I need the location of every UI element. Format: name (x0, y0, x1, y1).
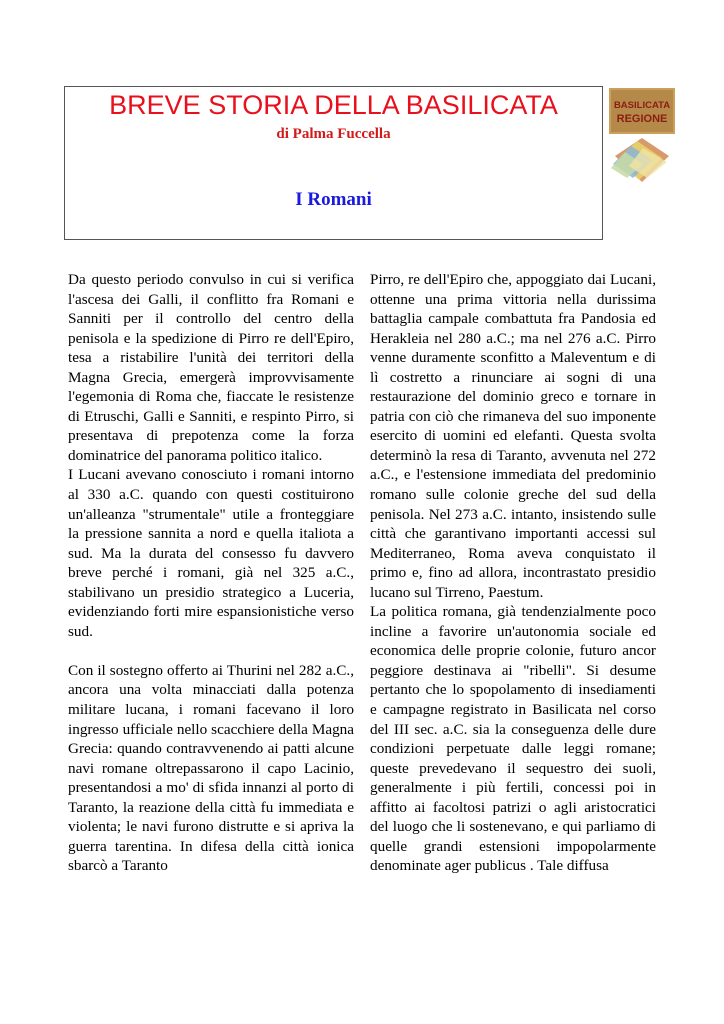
paragraph: Pirro, re dell'Epiro che, appoggiato dai Lucani, ottenne una prima vittoria nella durissima battaglia campale combattuta fra Pandosia ed Herakleia nel 280 a.C.; ma nel 276 a.C. Pirro venne duramente sconfitto a Maleventum e di lì costretto a rinunciare ai sogni di una restaurazione del dominio greco e tornare in patria con ciò che rimaneva del suo imponente esercito di uomini ed elefanti. Questa svolta determinò la resa di Taranto, avvenuta nel 272 a.C., e l'estensione immediata del predominio romano sulle colonie greche del sud della penisola. Nel 273 a.C. intanto, insistendo sulle città che garantivano importanti accessi sul Mediterraneo, Roma aveva conquistato il primo e, fino ad allora, incontrastato presidio lucano sul Tirreno, Paestum. (370, 271, 656, 601)
author-line: di Palma Fuccella (276, 126, 391, 142)
title-box (64, 86, 603, 240)
basilicata-regione-logo (607, 86, 677, 186)
paragraph: Da questo periodo convulso in cui si verifica l'ascesa dei Galli, il conflitto fra Romani e Sanniti per il controllo del centro della penisola e la spedizione di Pirro re dell'Epiro, tesa a ristabilire l'unità dei territori della Magna Grecia, emergerà improvvisamente l'egemonia di Roma che, fiaccate le resistenze di Etruschi, Galli e Sanniti, e respinto Pirro, si presentava di prepotenza come la forza dominatrice del panorama politico italico. (68, 271, 354, 464)
document-title: BREVE STORIA DELLA BASILICATA (109, 90, 558, 120)
logo-text-1: BASILICATA (613, 100, 671, 111)
paragraph: La politica romana, già tendenzialmente poco incline a favorire un'autonomia sociale ed economica delle proprie colonie, futuro ancor peggiore destinava ai "ribelli". Si desume pertanto che lo spopolamento di insediamenti e campagne registrato in Basilicata nel corso del III sec. a.C. sia la conseguenza delle dure condizioni perpetuate dalle leggi romane; queste prevedevano il sequestro dei suoli, generalmente i più fertili, concessi poi in affitto ai facoltosi patrizi o agli aristocratici del luogo che li sostenevano, e qui parliamo di quelle grandi estensioni impopolarmente denominate ager publicus . Tale diffusa (370, 603, 656, 875)
logo-text-2: REGIONE (616, 113, 668, 125)
text-column-right (370, 270, 656, 876)
text-column-left (68, 270, 354, 876)
paragraph: Con il sostegno offerto ai Thurini nel 282 a.C., ancora una volta minacciati dalla potenza militare lucana, i romani facevano il loro ingresso ufficiale nello scacchiere della Magna Grecia: quando contravvenendo ai patti alcune navi romane oltrepassarono il capo Lacinio, presentandosi a mo' di sfida innanzi al porto di Taranto, la reazione della città fu immediata e violenta; le navi furono distrutte e si apriva la guerra tarentina. In difesa della città ionica sbarcò a Taranto (68, 661, 354, 875)
section-heading: I Romani (295, 189, 372, 210)
paragraph: I Lucani avevano conosciuto i romani intorno al 330 a.C. quando con questi costituirono un'alleanza "strumentale" utile a fronteggiare la pressione sannita a nord e quella italiota a sud. Ma la durata del consesso fu davvero breve perché i romani, già nel 325 a.C., stabilivano un presidio strategico a Luceria, evidenziando forti mire espansionistiche verso sud. (68, 466, 354, 640)
